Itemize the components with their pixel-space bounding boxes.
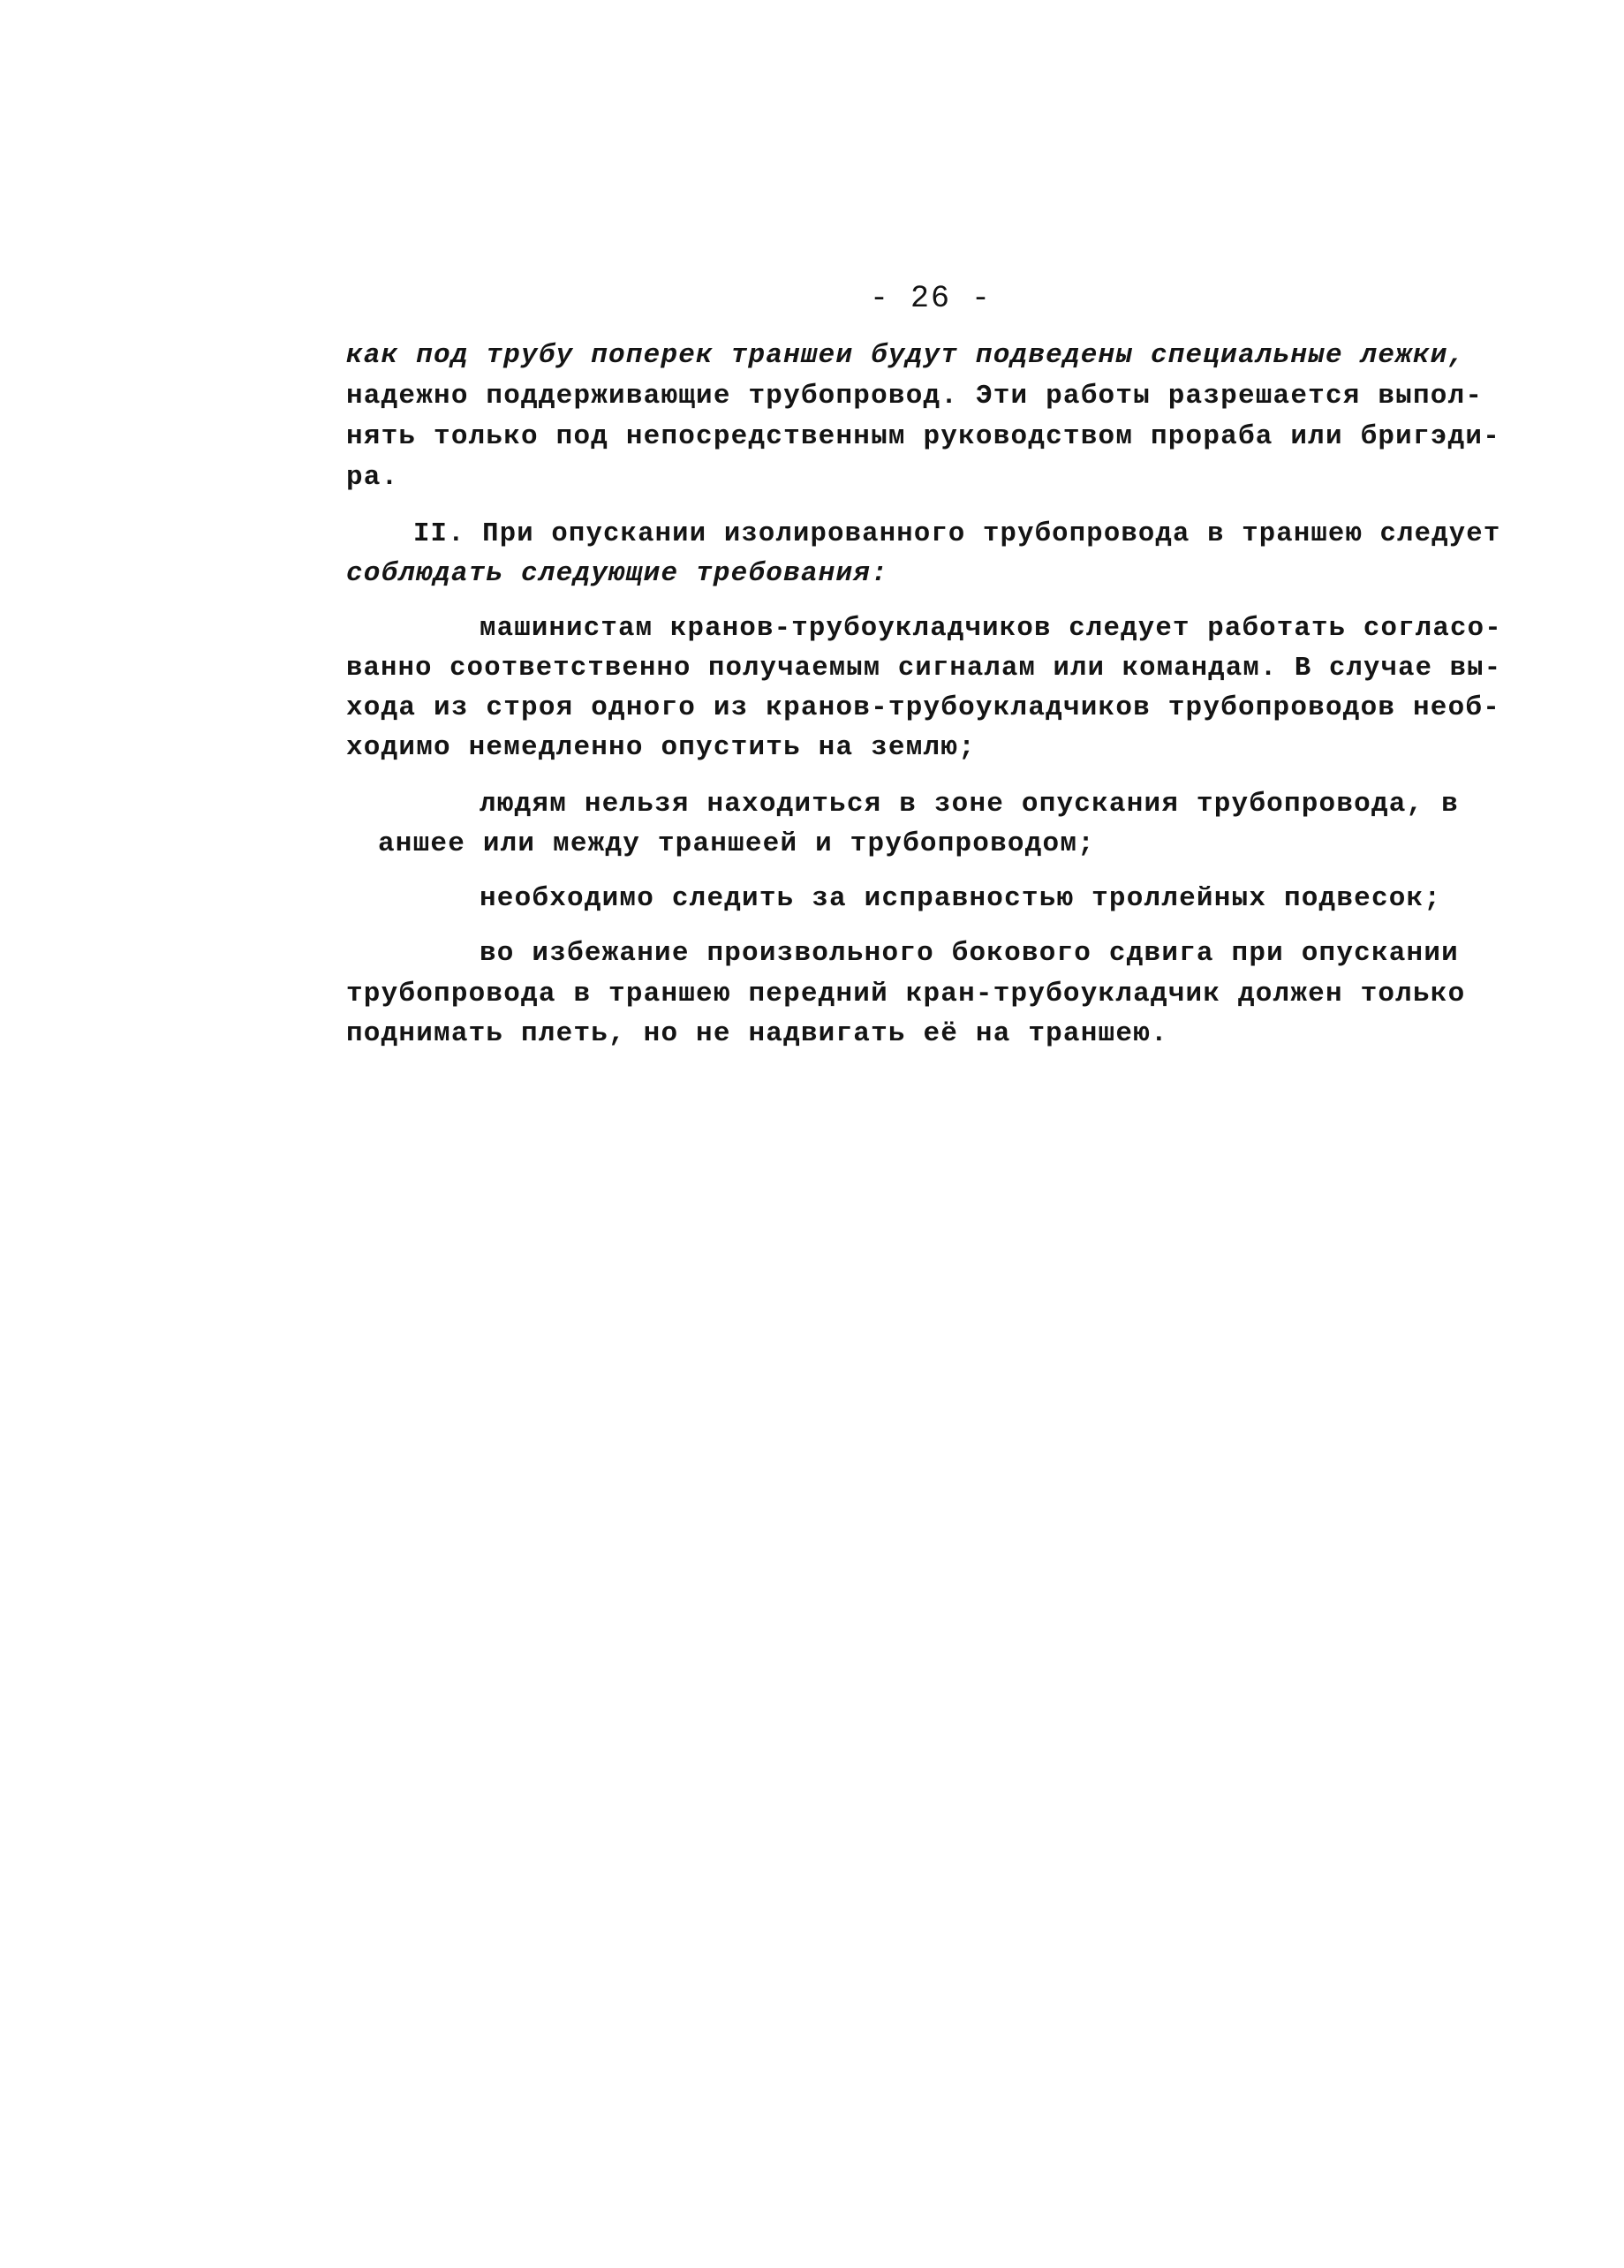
text-line: нять только под непосредственным руководством прораба или бригэди- <box>346 421 1500 452</box>
text-line: II. При опускании изолированного трубопровода в траншею следует <box>413 518 1501 549</box>
text-line: людям нельзя находиться в зоне опускания трубопровода, в <box>480 789 1459 820</box>
text-line: во избежание произвольного бокового сдвига при опускании <box>480 938 1459 969</box>
text-line: поднимать плеть, но не надвигать её на траншею. <box>346 1018 1168 1049</box>
text-line: как под трубу поперек траншеи будут подведены специальные лежки, <box>346 340 1466 371</box>
text-line: необходимо следить за исправностью троллейных подвесок; <box>480 883 1442 914</box>
text-line: надежно поддерживающие трубопровод. Эти работы разрешается выпол- <box>346 381 1484 412</box>
text-line: машинистам кранов-трубоукладчиков следует работать согласо- <box>480 613 1502 644</box>
text-line: ра. <box>346 462 399 493</box>
page-number: - 26 - <box>870 281 993 316</box>
text-line: ванно соответственно получаемым сигналам или командам. В случае вы- <box>346 653 1502 684</box>
text-line: трубопровода в траншею передний кран-трубоукладчик должен только <box>346 979 1466 1009</box>
text-line: аншее или между траншеей и трубопроводом; <box>378 828 1095 859</box>
text-line: ходимо немедленно опустить на землю; <box>346 732 976 763</box>
text-line: соблюдать следующие требования: <box>346 558 888 589</box>
text-line: хода из строя одного из кранов-трубоукладчиков трубопроводов необ- <box>346 692 1500 723</box>
